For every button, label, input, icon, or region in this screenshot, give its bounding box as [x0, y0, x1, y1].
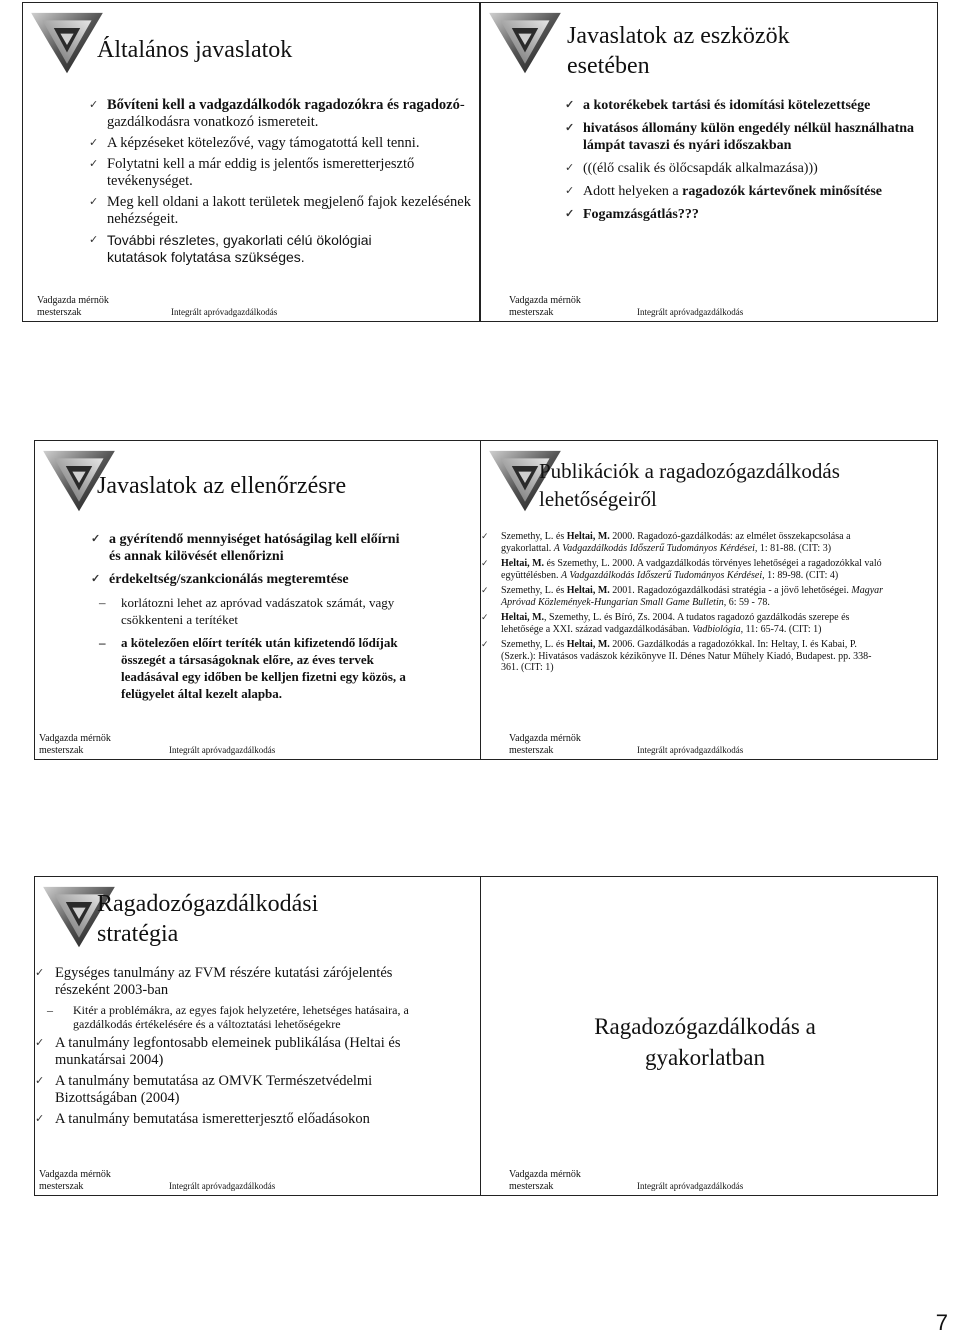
reference-item: ✓ Heltai, M. és Szemethy, L. 2000. A vadgazdálkodás törvényes lehetőségei a ragadozókkal való együttélésben. A Vadgazdálkodás Időszerű Tudományos Kérdései, 1: 89-98. (CIT: 4): [481, 558, 882, 581]
footer-course: Integrált apróvadgazdálkodás: [637, 307, 744, 317]
footer-course: Integrált apróvadgazdálkodás: [169, 745, 276, 755]
slide-title: Publikációk a ragadozógazdálkodás lehetőségeiről: [539, 459, 840, 511]
bullet-item: ✓ A képzéseket kötelezővé, vagy támogatottá kell tenni.: [89, 135, 420, 151]
check-icon: ✓: [89, 137, 99, 149]
slide-title: Általános javaslatok: [97, 37, 293, 63]
footer-program: Vadgazda mérnök mesterszak: [509, 733, 581, 756]
footer-program: Vadgazda mérnök mesterszak: [37, 295, 109, 318]
check-icon: ✓: [481, 639, 489, 649]
bullet-item: ✓ Meg kell oldani a lakott területek megjelenő fajok kezelésének nehézségeit.: [89, 194, 471, 227]
slide-publications: [480, 440, 938, 760]
check-icon: ✓: [481, 531, 489, 541]
check-icon: ✓: [35, 1037, 45, 1049]
slide-title: Ragadozógazdálkodási stratégia: [97, 891, 319, 947]
footer-program: Vadgazda mérnök mesterszak: [509, 1169, 581, 1192]
bullet-item: ✓ hivatásos állomány külön engedély nélkül használhatna lámpát tavaszi és nyári időszakban: [565, 121, 915, 153]
reference-item: ✓ Szemethy, L. és Heltai, M. 2001. Ragadozógazdálkodási stratégia - a jövő lehetőségei. Magyar Apróvad Közlemények-Hungarian Small Game Bulletin, 6: 59 - 78.: [481, 585, 884, 608]
check-icon: ✓: [91, 573, 101, 585]
bullet-item: ✓ A tanulmány bemutatása az OMVK Természetvédelmi Bizottságában (2004): [35, 1073, 373, 1106]
bullet-item: ✓ További részletes, gyakorlati célú ökológiai kutatások folytatása szükséges.: [89, 232, 372, 265]
logo-icon: [487, 11, 563, 77]
reference-item: ✓ Szemethy, L. és Heltai, M. 2000. Ragadozó-gazdálkodás: az elmélet összekapcsolása a gyakorlattal. A Vadgazdálkodás Időszerű Tudományos Kérdései, 1: 81-88. (CIT: 3): [481, 531, 851, 554]
check-icon: ✓: [565, 208, 575, 220]
check-icon: ✓: [481, 612, 489, 622]
sub-bullet-item: – korlátozni lehet az apróvad vadászatok számát, vagy csökkenteni a terítéket: [99, 595, 395, 627]
footer-course: Integrált apróvadgazdálkodás: [169, 1181, 276, 1191]
slide-strategy: [34, 876, 492, 1196]
sub-bullet-item: – a kötelezően előírt teríték után kifizetendő lődíjak összegét a társaságoknak előre, az éves tervek leadásával egy időben be kelljen fizetni egy közös, a felügyelet által kezelt alapba.: [99, 635, 406, 701]
check-icon: ✓: [91, 533, 101, 545]
footer-program: Vadgazda mérnök mesterszak: [39, 1169, 111, 1192]
bullet-item: ✓ a kotorékebek tartási és idomítási kötelezettsége: [565, 98, 871, 113]
check-icon: ✓: [565, 185, 575, 197]
check-icon: ✓: [35, 967, 45, 979]
reference-item: ✓ Szemethy, L. és Heltai, M. 2006. Gazdálkodás a ragadozókkal. In: Heltay, I. és Kabai, P. (Szerk.): Hivatásos vadászok kézikönyve II. Dénes Natur Műhely Kiadó, Budapest. pp. 338-361. (CIT: 1): [481, 639, 872, 673]
check-icon: ✓: [35, 1113, 45, 1125]
check-icon: ✓: [565, 99, 575, 111]
slide-title: Javaslatok az eszközök esetében: [567, 23, 790, 79]
bullet-item: ✓ (((élő csalik és ölőcsapdák alkalmazása))): [565, 161, 818, 176]
check-icon: ✓: [481, 585, 489, 595]
bullet-item: ✓ A tanulmány bemutatása ismeretterjesztő előadásokon: [35, 1111, 370, 1127]
footer-program: Vadgazda mérnök mesterszak: [509, 295, 581, 318]
bullet-item: ✓ Fogamzásgátlás???: [565, 207, 699, 222]
footer-course: Integrált apróvadgazdálkodás: [171, 307, 278, 317]
check-icon: ✓: [481, 558, 489, 568]
sub-bullet-item: – Kitér a problémákra, az egyes fajok helyzetére, lehetséges hatásaira, a gazdálkodás értékelésére és a változtatási lehetőségekre: [47, 1003, 409, 1031]
bullet-item: ✓ Egységes tanulmány az FVM részére kutatási zárójelentés részeként 2003-ban: [35, 965, 393, 998]
check-icon: ✓: [89, 158, 99, 170]
check-icon: ✓: [89, 99, 99, 111]
footer-course: Integrált apróvadgazdálkodás: [637, 1181, 744, 1191]
bullet-item: ✓ a gyérítendő mennyiséget hatóságilag kell előírni és annak kilövését ellenőrizni: [91, 532, 400, 564]
bullet-item: ✓ érdekeltség/szankcionálás megteremtése: [91, 572, 349, 587]
check-icon: ✓: [35, 1075, 45, 1087]
check-icon: ✓: [89, 196, 99, 208]
check-icon: ✓: [89, 234, 99, 246]
slide-control-recommendations: [34, 440, 492, 760]
bullet-item: ✓ A tanulmány legfontosabb elemeinek publikálása (Heltai és munkatársai 2004): [35, 1035, 401, 1068]
slide-title: Ragadozógazdálkodás a gyakorlatban: [594, 1014, 816, 1070]
bullet-item: ✓ Bővíteni kell a vadgazdálkodók ragadozókra és ragadozó-gazdálkodásra vonatkozó ismereteit.: [89, 97, 465, 130]
slide-title: Javaslatok az ellenőrzésre: [97, 473, 347, 499]
slide-tools-recommendations: [480, 2, 938, 322]
logo-icon: [29, 11, 105, 77]
footer-course: Integrált apróvadgazdálkodás: [637, 745, 744, 755]
page-number: 7: [935, 1310, 948, 1335]
slide-general-recommendations: [22, 2, 480, 322]
check-icon: ✓: [565, 162, 575, 174]
reference-item: ✓ Heltai, M., Szemethy, L. és Bíró, Zs. 2004. A tudatos ragadozó gazdálkodás szerepe és lehetősége a XXI. század vadgazdálkodásában. Vadbiológia, 11: 65-74. (CIT: 1): [481, 612, 850, 635]
check-icon: ✓: [565, 122, 575, 134]
footer-program: Vadgazda mérnök mesterszak: [39, 733, 111, 756]
slide-practice: [480, 876, 938, 1196]
bullet-item: ✓ Adott helyeken a ragadozók kártevőnek minősítése: [565, 184, 883, 199]
bullet-item: ✓ Folytatni kell a már eddig is jelentős ismeretterjesztő tevékenységet.: [89, 156, 415, 189]
